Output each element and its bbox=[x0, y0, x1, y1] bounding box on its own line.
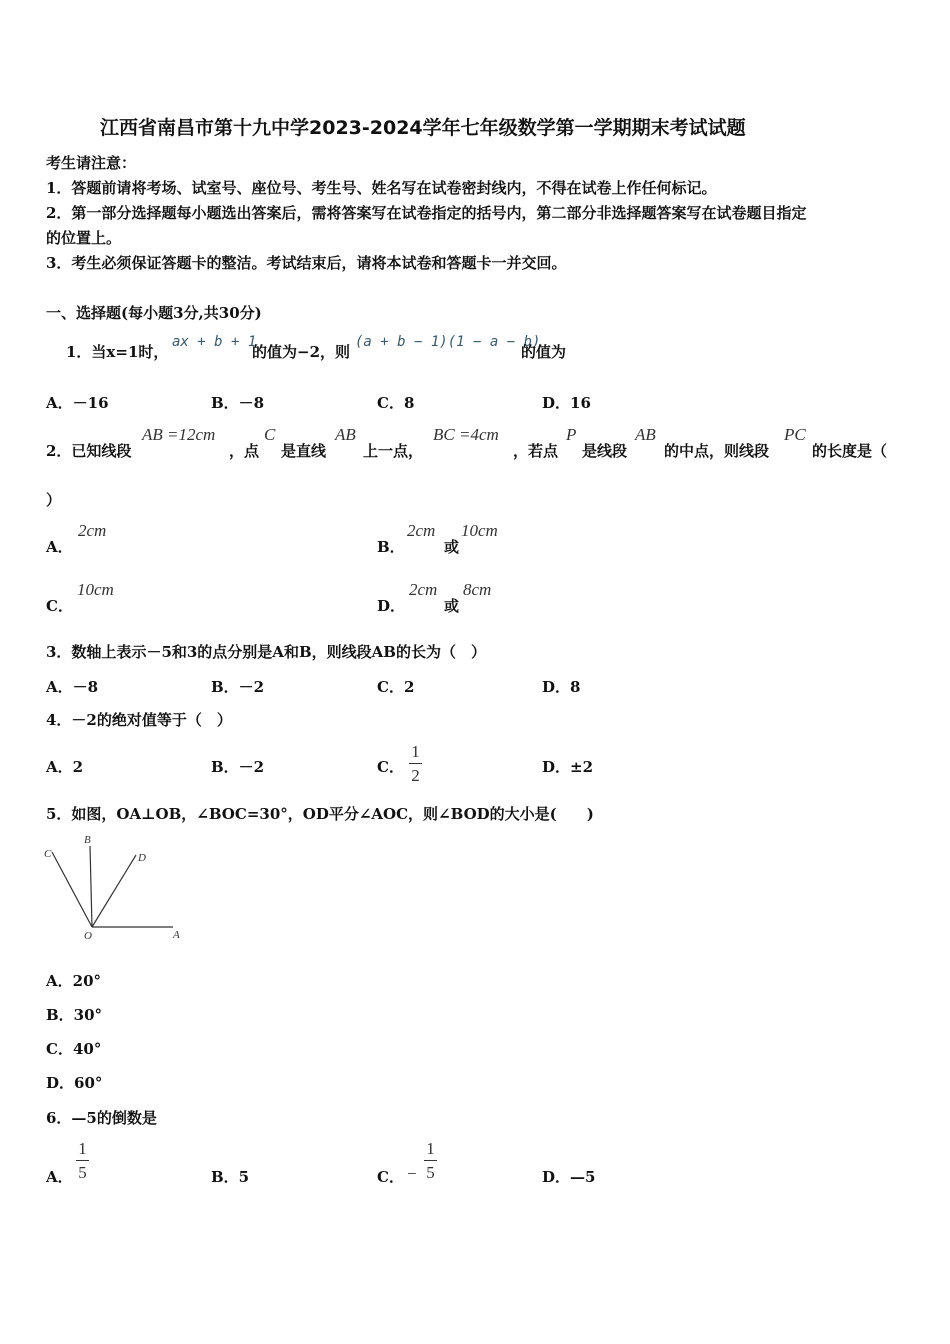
q6-option-c-sign: − bbox=[407, 1164, 417, 1183]
notice-item-3: 3．考生必须保证答题卡的整洁。考试结束后，请将本试卷和答题卡一并交回。 bbox=[46, 254, 567, 272]
q1-option-c: C．8 bbox=[377, 394, 415, 412]
ray-ob bbox=[90, 846, 92, 927]
label-o: O bbox=[84, 930, 92, 942]
q4-option-a: A．2 bbox=[46, 758, 84, 776]
q6-option-c-fraction bbox=[424, 1140, 437, 1181]
q3-option-c: C．2 bbox=[377, 678, 415, 696]
page-title: 江西省南昌市第十九中学2023-2024学年七年级数学第一学期期末考试试题 bbox=[100, 117, 746, 139]
q2-math-ab3: AB bbox=[635, 425, 656, 444]
q6-option-b: B．5 bbox=[211, 1168, 250, 1186]
q1-option-b: B．－8 bbox=[211, 394, 265, 412]
q2-option-d-label: D． bbox=[377, 597, 406, 615]
q2-text-8: 的长度是（ bbox=[812, 442, 888, 460]
q4-text: 4．－2的绝对值等于（ ） bbox=[46, 711, 232, 729]
notice-item-2-cont: 的位置上。 bbox=[46, 229, 122, 247]
q2-option-b-label: B． bbox=[377, 538, 405, 556]
label-a: A bbox=[173, 929, 180, 941]
q1-expr1: ax + b + 1 bbox=[172, 334, 257, 350]
notice-heading: 考生请注意： bbox=[46, 154, 137, 172]
q1-mid: 的值为−2，则 bbox=[252, 343, 351, 361]
q6-option-a-fraction bbox=[76, 1140, 89, 1181]
notice-item-2: 2．第一部分选择题每小题选出答案后，需将答案写在试卷指定的括号内，第二部分非选择题答案写在试卷题目指定 bbox=[46, 204, 807, 222]
notice-item-1: 1．答题前请将考场、试室号、座位号、考生号、姓名写在试卷密封线内，不得在试卷上作任何标记。 bbox=[46, 179, 717, 197]
q2-option-b-or: 或 bbox=[444, 538, 460, 556]
q4-option-d: D．±2 bbox=[542, 758, 594, 776]
q6-text: 6．—5的倒数是 bbox=[46, 1109, 157, 1127]
q2-math-pc: PC bbox=[784, 425, 806, 444]
q2-option-b-value1: 2cm bbox=[407, 521, 436, 540]
q6-option-c-numerator: 1 bbox=[426, 1139, 435, 1158]
q4-option-c-label: C． bbox=[377, 758, 404, 776]
q1-suffix: 的值为 bbox=[521, 343, 567, 361]
label-c: C bbox=[44, 848, 52, 860]
fraction-bar bbox=[409, 763, 422, 764]
fraction-bar bbox=[76, 1160, 89, 1161]
q1-expr2: (a + b − 1)(1 − a − b) bbox=[355, 334, 541, 350]
q6-option-a-label: A． bbox=[46, 1168, 73, 1186]
q6-option-a-denominator: 5 bbox=[78, 1163, 87, 1182]
q2-option-c-value: 10cm bbox=[77, 580, 114, 599]
q1-prefix: 1．当x=1时， bbox=[66, 343, 169, 361]
q2-math-p: P bbox=[566, 425, 577, 444]
q2-option-a-value: 2cm bbox=[78, 521, 107, 540]
q2-option-d-value2: 8cm bbox=[463, 580, 492, 599]
q6-option-c-denominator: 5 bbox=[426, 1163, 435, 1182]
q4-option-c-denominator: 2 bbox=[411, 766, 420, 785]
q4-option-c-numerator: 1 bbox=[411, 742, 420, 761]
q2-math-ab2: AB bbox=[335, 425, 356, 444]
q2-option-d-value1: 2cm bbox=[409, 580, 438, 599]
q6-option-a-numerator: 1 bbox=[78, 1139, 87, 1158]
q1-option-a: A．－16 bbox=[46, 394, 109, 412]
q3-text: 3．数轴上表示－5和3的点分别是A和B，则线段AB的长为（ ） bbox=[46, 643, 486, 661]
q4-option-c-fraction bbox=[409, 743, 422, 784]
q5-text: 5．如图，OA⊥OB，∠BOC=30°，OD平分∠AOC，则∠BOD的大小是( ) bbox=[46, 805, 594, 823]
label-d: D bbox=[138, 852, 146, 864]
q5-option-b: B．30° bbox=[46, 1006, 103, 1024]
q2-close-paren: ） bbox=[46, 491, 62, 509]
q3-option-d: D．8 bbox=[542, 678, 581, 696]
q2-math-ab: AB =12cm bbox=[142, 425, 216, 444]
fraction-bar bbox=[424, 1160, 437, 1161]
q5-angle-figure bbox=[40, 830, 190, 945]
section-heading: 一、选择题(每小题3分,共30分) bbox=[46, 304, 262, 322]
q3-option-a: A．－8 bbox=[46, 678, 99, 696]
q6-option-d: D．—5 bbox=[542, 1168, 596, 1186]
q2-text-6: 是线段 bbox=[582, 442, 628, 460]
q5-option-d: D．60° bbox=[46, 1074, 103, 1092]
q2-text-1: 2．已知线段 bbox=[46, 442, 132, 460]
q2-text-4: 上一点， bbox=[363, 442, 424, 460]
q1-option-d: D．16 bbox=[542, 394, 591, 412]
q2-math-c: C bbox=[264, 425, 276, 444]
q2-text-2: ，点 bbox=[229, 442, 260, 460]
q2-option-a-label: A． bbox=[46, 538, 73, 556]
q5-option-c: C．40° bbox=[46, 1040, 102, 1058]
q6-option-c-label: C． bbox=[377, 1168, 404, 1186]
q2-math-bc: BC =4cm bbox=[433, 425, 499, 444]
q2-option-d-or: 或 bbox=[444, 597, 460, 615]
q4-option-b: B．－2 bbox=[211, 758, 265, 776]
q2-text-7: 的中点，则线段 bbox=[664, 442, 770, 460]
q2-text-5: ，若点 bbox=[513, 442, 559, 460]
q2-text-3: 是直线 bbox=[281, 442, 327, 460]
q3-option-b: B．－2 bbox=[211, 678, 265, 696]
q5-option-a: A．20° bbox=[46, 972, 102, 990]
label-b: B bbox=[84, 834, 91, 846]
q2-option-c-label: C． bbox=[46, 597, 73, 615]
ray-oc bbox=[52, 852, 92, 927]
q2-option-b-value2: 10cm bbox=[461, 521, 498, 540]
ray-od bbox=[92, 855, 136, 927]
